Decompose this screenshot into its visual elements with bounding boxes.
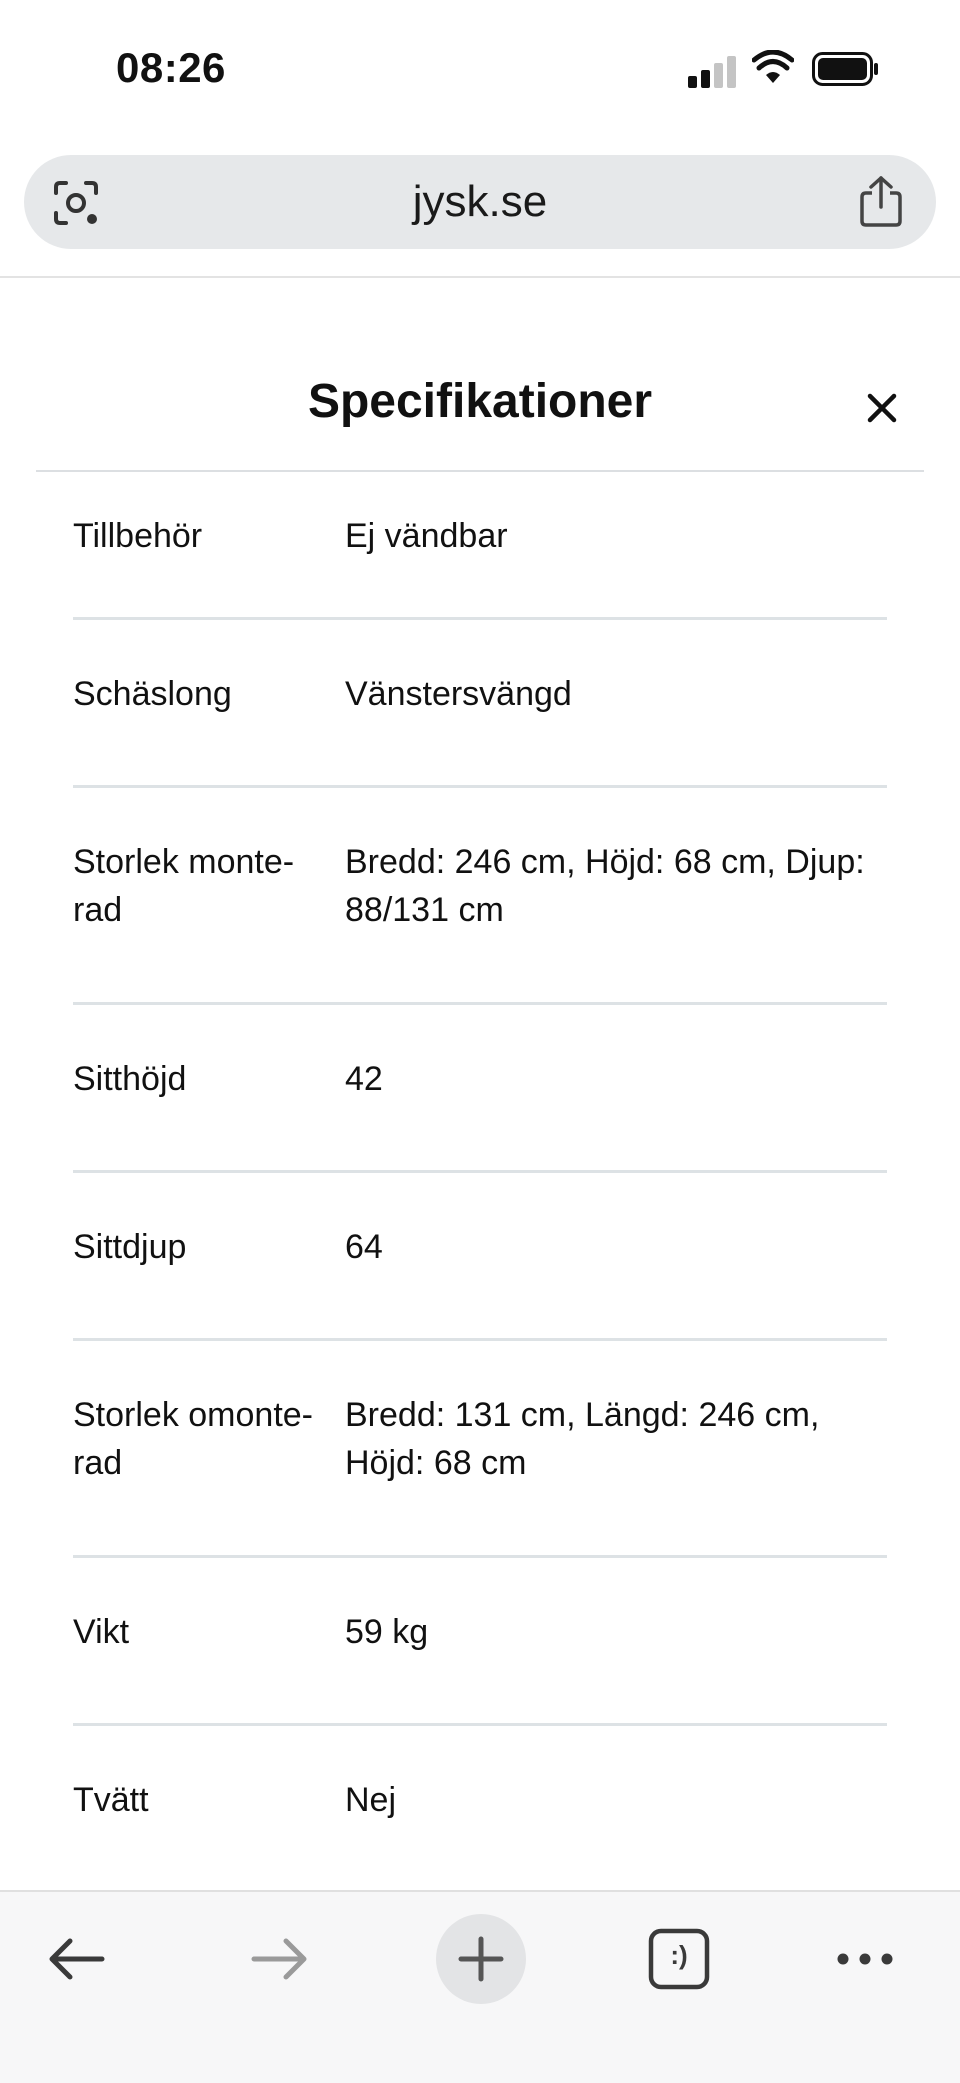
battery-icon	[812, 52, 880, 86]
tabs-glyph: :)	[670, 1940, 688, 1970]
share-icon[interactable]	[858, 175, 904, 227]
close-icon	[870, 396, 894, 420]
spec-label: Storlek monte-rad	[73, 843, 295, 929]
spec-list	[73, 472, 887, 1894]
spec-row-schaslong	[73, 620, 887, 788]
close-button[interactable]	[860, 386, 904, 430]
spec-label: Sitthöjd	[73, 1060, 187, 1098]
plus-icon	[436, 1914, 526, 2004]
spec-label: Sittdjup	[73, 1228, 187, 1266]
spec-label: Vikt	[73, 1613, 130, 1651]
url-text[interactable]: jysk.se	[412, 177, 548, 226]
spec-label: Storlek omonte-rad	[73, 1396, 313, 1482]
modal-title: Specifikationer	[307, 375, 653, 428]
toolbar-divider	[0, 276, 960, 278]
status-bar	[0, 0, 960, 140]
address-bar[interactable]	[24, 155, 936, 249]
spec-value: Ej vändbar	[345, 517, 508, 555]
more-button[interactable]	[820, 1914, 910, 2004]
spec-row-tvatt	[73, 1726, 887, 1894]
wifi-icon	[752, 50, 794, 86]
spec-row-sittdjup	[73, 1173, 887, 1341]
spec-row-storlek-omonterad	[73, 1341, 887, 1558]
spec-value: 42	[345, 1060, 383, 1098]
forward-button[interactable]	[234, 1914, 324, 2004]
spec-label: Tillbehör	[73, 517, 203, 555]
spec-label: Tvätt	[73, 1781, 149, 1819]
spec-row-vikt	[73, 1558, 887, 1726]
spec-row-sitthojd	[73, 1005, 887, 1173]
arrow-right-icon	[254, 1941, 304, 1977]
new-tab-button[interactable]	[436, 1914, 526, 2004]
more-dots-icon	[838, 1954, 893, 1965]
spec-value: Bredd: 131 cm, Längd: 246 cm, Höjd: 68 cm	[345, 1396, 820, 1482]
browser-bottom-toolbar	[0, 1890, 960, 2083]
spec-value: Vänstersvängd	[345, 675, 572, 713]
spec-value: 59 kg	[345, 1613, 429, 1651]
spec-row-tillbehor	[73, 472, 887, 620]
status-time: 08:26	[116, 44, 226, 91]
cellular-signal-icon	[688, 54, 738, 88]
spec-value: Bredd: 246 cm, Höjd: 68 cm, Djup: 88/131 cm	[345, 843, 865, 929]
spec-label: Schäslong	[73, 675, 232, 713]
tabs-button[interactable]	[634, 1914, 724, 2004]
arrow-left-icon	[52, 1941, 102, 1977]
spec-row-storlek-monterad	[73, 788, 887, 1005]
spec-value: Nej	[345, 1781, 397, 1819]
back-button[interactable]	[32, 1914, 122, 2004]
spec-value: 64	[345, 1228, 383, 1266]
